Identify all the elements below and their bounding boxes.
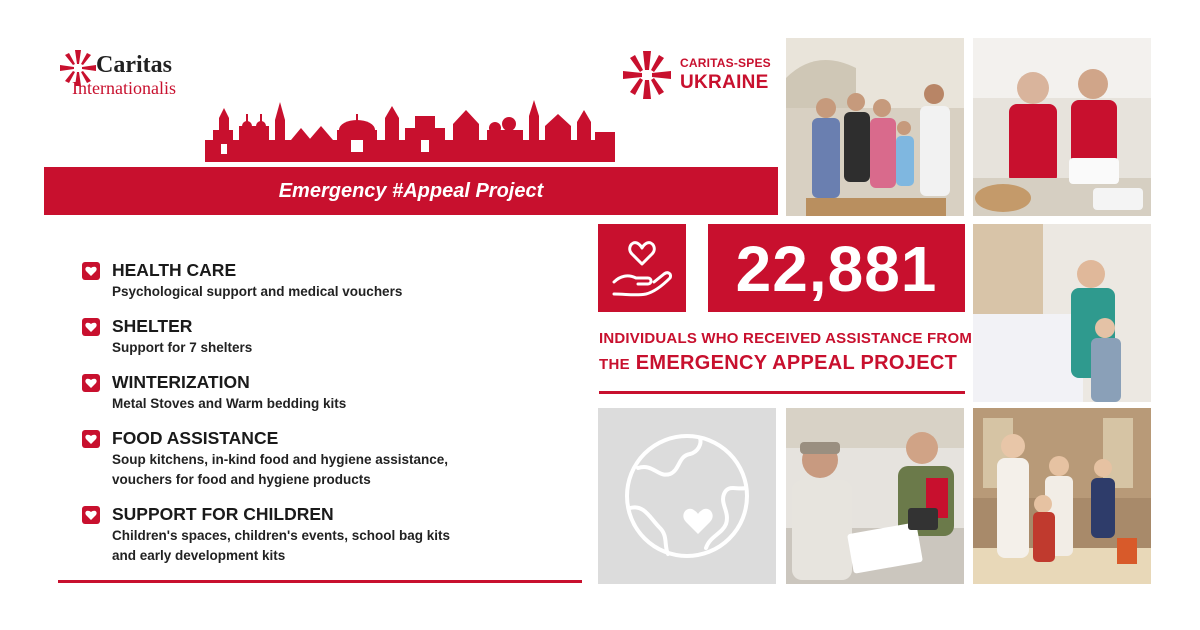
beneficiaries-count: 22,881 (735, 233, 938, 305)
service-title: SUPPORT FOR CHILDREN (112, 504, 334, 524)
caption-prefix: THE (599, 356, 630, 373)
stat-caption-line1: INDIVIDUALS WHO RECEIVED ASSISTANCE FROM (599, 330, 973, 347)
caritas-internationalis-logo (58, 46, 238, 106)
heart-bullet-icon (82, 374, 100, 392)
caritas-cross-icon (622, 50, 672, 100)
divider (599, 391, 965, 394)
photo-food-distribution (973, 38, 1151, 216)
service-winterization (82, 370, 552, 414)
service-food-assistance (82, 426, 552, 490)
banner-title: Emergency #Appeal Project (278, 180, 544, 202)
heart-hand-icon (598, 224, 686, 312)
service-health-care (82, 258, 552, 302)
stat-caption-line2 (599, 352, 979, 375)
service-description: Soup kitchens, in-kind food and hygiene assistance, (112, 452, 449, 467)
photo-mother-and-child-with-kits (973, 224, 1151, 402)
heart-bullet-icon (82, 506, 100, 524)
service-description: Metal Stoves and Warm bedding kits (112, 396, 347, 411)
service-description: Children's spaces, children's events, school bag kits (112, 528, 451, 543)
service-title: SHELTER (112, 316, 193, 336)
internationalis-wordmark: Internationalis (72, 78, 176, 98)
service-title: HEALTH CARE (112, 260, 237, 280)
city-skyline-illustration (205, 100, 615, 162)
globe-heart-icon (598, 408, 776, 584)
heart-bullet-icon (82, 430, 100, 448)
caritas-spes-logo (622, 50, 772, 100)
beneficiaries-count-box (708, 224, 965, 312)
service-title: WINTERIZATION (112, 372, 250, 392)
caption-main: EMERGENCY APPEAL PROJECT (635, 352, 958, 374)
project-title-banner (44, 167, 778, 215)
photo-family-with-volunteer (786, 38, 964, 216)
divider (58, 580, 582, 583)
service-description: Psychological support and medical vouchers (112, 284, 403, 299)
photo-children-at-church-event (973, 408, 1151, 584)
services-list (82, 258, 552, 578)
heart-bullet-icon (82, 262, 100, 280)
ukraine-wordmark: UKRAINE (680, 72, 769, 93)
service-description: vouchers for food and hygiene products (112, 472, 371, 487)
caritas-wordmark: Caritas (96, 52, 172, 78)
caritas-spes-wordmark: CARITAS-SPES (680, 56, 771, 70)
service-shelter (82, 314, 552, 358)
service-description: Support for 7 shelters (112, 340, 253, 355)
service-support-for-children (82, 502, 552, 566)
globe-heart-icon-box (598, 408, 776, 584)
photo-volunteer-with-elderly-man (786, 408, 964, 584)
service-title: FOOD ASSISTANCE (112, 428, 279, 448)
heart-bullet-icon (82, 318, 100, 336)
heart-hand-icon-box (598, 224, 686, 312)
service-description: and early development kits (112, 548, 286, 563)
